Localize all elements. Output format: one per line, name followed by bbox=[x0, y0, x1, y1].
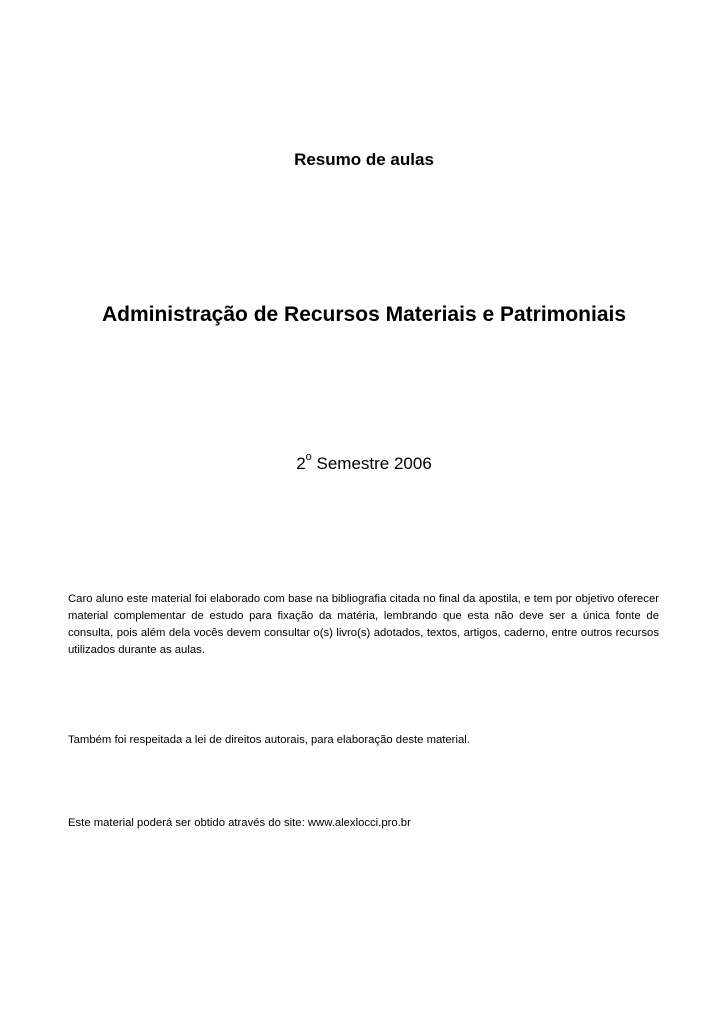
semester-line bbox=[0, 451, 728, 474]
copyright-note: Também foi respeitada a lei de direitos autorais, para elaboração deste material. bbox=[68, 734, 470, 746]
course-title: Administração de Recursos Materiais e Patrimoniais bbox=[101, 303, 627, 326]
site-note: Este material poderá ser obtido através do site: www.alexlocci.pro.br bbox=[68, 817, 411, 829]
semester-label: Semestre 2006 bbox=[311, 454, 432, 473]
semester-number: 2 bbox=[296, 454, 306, 473]
document-title: Resumo de aulas bbox=[294, 150, 434, 169]
semester-ordinal: o bbox=[305, 451, 312, 464]
intro-paragraph: Caro aluno este material foi elaborado com base na bibliografia citada no final da apostila, e tem por objetivo oferecer material complementar de estudo para fixação da matéria, lembrando que esta não deve ser a única fonte de consulta, pois além dela vocês devem consultar o(s) livro(s) adotados, textos, artigos, caderno, entre outros recursos utilizados durante as aulas. bbox=[68, 593, 659, 656]
